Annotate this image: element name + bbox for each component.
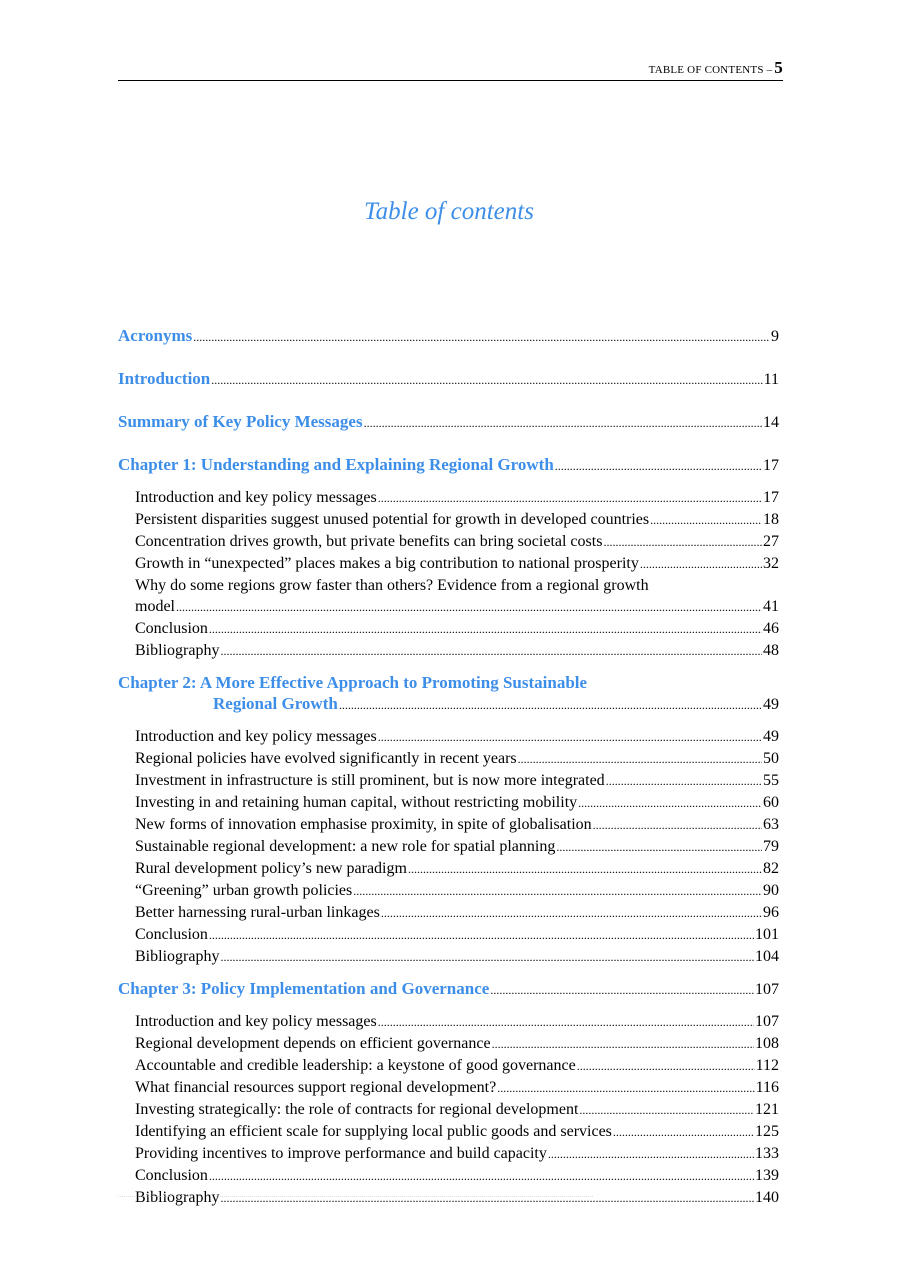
toc-chapter-1[interactable] [118,454,779,477]
toc-section-wrapped[interactable] [118,575,779,618]
leader-dots [603,532,762,553]
toc-chapter-2[interactable] [118,672,779,716]
toc-section-page: 48 [763,642,779,659]
toc-section[interactable] [118,618,779,640]
toc-entry-title: Acronyms [118,326,193,345]
toc-section-title: Conclusion [135,620,208,637]
toc-entry-page: 9 [771,328,779,345]
running-header [118,58,783,81]
toc-entry-summary[interactable] [118,411,779,434]
toc-section-title: Conclusion [135,926,208,943]
toc-section-page: 108 [755,1035,779,1052]
leader-dots [364,413,762,434]
toc-section[interactable] [118,902,779,924]
toc-section-page: 79 [763,838,779,855]
toc-section-title: Investment in infrastructure is still prominent, but is now more integrated [135,772,605,789]
toc-section[interactable] [118,792,779,814]
leader-dots [378,488,762,509]
toc-section-title: Sustainable regional development: a new role for spatial planning [135,838,556,855]
table-of-contents [118,320,779,1209]
toc-section-page: 18 [763,511,779,528]
toc-section[interactable] [118,1143,779,1165]
toc-section-page: 96 [763,904,779,921]
toc-chapter-page: 107 [755,981,779,998]
leader-dots [593,815,762,836]
page-footer-rule [118,1196,593,1200]
toc-section-title: Accountable and credible leadership: a keystone of good governance [135,1057,576,1074]
leader-dots [220,641,762,662]
toc-section-title: Investing in and retaining human capital, without restricting mobility [135,794,578,811]
toc-section-title: Providing incentives to improve performance and build capacity [135,1145,547,1162]
leader-dots [381,903,762,924]
toc-section-page: 139 [755,1167,779,1184]
toc-section-page: 133 [755,1145,779,1162]
chapter-3-sections [118,1011,779,1209]
toc-section[interactable] [118,553,779,575]
toc-section[interactable] [118,1165,779,1187]
leader-dots [193,327,770,348]
toc-section-title: Bibliography [135,948,220,965]
leader-dots [577,1056,755,1077]
leader-dots [613,1122,754,1143]
toc-section-page: 46 [763,620,779,637]
toc-chapter-title: Chapter 1: Understanding and Explaining Regional Growth [118,455,554,474]
leader-dots [209,1166,754,1187]
leader-dots [209,619,762,640]
toc-chapter-page: 17 [763,457,779,474]
toc-section[interactable] [118,531,779,553]
toc-section-title: Regional development depends on efficient governance [135,1035,491,1052]
toc-section-page: 121 [755,1101,779,1118]
toc-section-page: 63 [763,816,779,833]
toc-section-title: New forms of innovation emphasise proximity, in spite of globalisation [135,816,592,833]
toc-section-page: 82 [763,860,779,877]
toc-section-page: 60 [763,794,779,811]
toc-entry-page: 14 [763,414,779,431]
leader-dots [353,881,762,902]
page-title: Table of contents [364,198,534,225]
toc-section-title: Introduction and key policy messages [135,1013,377,1030]
toc-section[interactable] [118,946,779,968]
toc-section-page: 107 [755,1013,779,1030]
toc-section[interactable] [118,640,779,662]
toc-section-title: Identifying an efficient scale for supplying local public goods and services [135,1123,612,1140]
leader-dots [518,749,762,770]
toc-chapter-title: Chapter 3: Policy Implementation and Governance [118,979,490,998]
toc-section-page: 90 [763,882,779,899]
toc-entry-title: Introduction [118,369,211,388]
leader-dots [650,510,762,531]
leader-dots [579,1100,754,1121]
toc-section-page: 50 [763,750,779,767]
leader-dots [209,925,754,946]
toc-section[interactable] [118,1121,779,1143]
toc-section-page: 32 [763,555,779,572]
toc-section[interactable] [118,726,779,748]
leader-dots [220,947,754,968]
toc-section[interactable] [118,1011,779,1033]
toc-section-page: 112 [755,1057,779,1074]
toc-section[interactable] [118,858,779,880]
leader-dots [548,1144,754,1165]
leader-dots [378,1012,754,1033]
toc-section-title: Growth in “unexpected” places makes a big contribution to national prosperity [135,555,639,572]
toc-section-title: Persistent disparities suggest unused potential for growth in developed countries [135,511,650,528]
toc-section[interactable] [118,814,779,836]
toc-section-title: Introduction and key policy messages [135,489,377,506]
toc-section[interactable] [118,1077,779,1099]
toc-chapter-3[interactable] [118,978,779,1001]
toc-section-title: Investing strategically: the role of contracts for regional development [135,1101,579,1118]
toc-section[interactable] [118,770,779,792]
toc-entry-title: Summary of Key Policy Messages [118,412,363,431]
toc-section-title: Concentration drives growth, but private benefits can bring societal costs [135,533,603,550]
toc-section-title: Bibliography [135,1189,220,1206]
toc-section-title: Rural development policy’s new paradigm [135,860,407,877]
toc-section[interactable] [118,509,779,531]
toc-section[interactable] [118,748,779,770]
leader-dots [555,456,762,477]
leader-dots [556,837,762,858]
toc-section-page: 27 [763,533,779,550]
toc-section-page: 55 [763,772,779,789]
toc-section-title: Better harnessing rural-urban linkages [135,904,380,921]
toc-section-title-line-1: Why do some regions grow faster than others? Evidence from a regional growth [135,577,649,594]
toc-section-title: model [135,598,175,615]
toc-section-title: What financial resources support regional development? [135,1079,497,1096]
toc-chapter-title: Regional Growth [213,694,338,713]
toc-section-page: 101 [755,926,779,943]
toc-entry-introduction[interactable] [118,368,779,391]
toc-chapter-title-line-2 [118,693,779,716]
toc-section[interactable] [118,1055,779,1077]
toc-section-title-line-2 [118,596,779,618]
toc-section-page: 116 [755,1079,779,1096]
toc-section[interactable] [118,836,779,858]
toc-section-title: Bibliography [135,642,220,659]
toc-section-title: Introduction and key policy messages [135,728,377,745]
toc-section[interactable] [118,1099,779,1121]
toc-section-page: 49 [763,728,779,745]
leader-dots [211,370,762,391]
toc-section-title: Conclusion [135,1167,208,1184]
leader-dots [497,1078,754,1099]
toc-section-page: 41 [763,598,779,615]
toc-entry-acronyms[interactable] [118,325,779,348]
chapter-2-sections [118,726,779,968]
toc-chapter-title-line-1: Chapter 2: A More Effective Approach to Promoting Sustainable [118,673,588,692]
chapter-1-sections [118,487,779,662]
toc-entry-page: 11 [763,371,779,388]
toc-section[interactable] [118,880,779,902]
toc-section-title: “Greening” urban growth policies [135,882,353,899]
leader-dots [578,793,762,814]
leader-dots [339,695,762,716]
leader-dots [378,727,762,748]
leader-dots [490,980,754,1001]
toc-section-page: 17 [763,489,779,506]
leader-dots [176,597,762,618]
leader-dots [408,859,762,880]
toc-section[interactable] [118,1033,779,1055]
toc-section-page: 104 [755,948,779,965]
leader-dots [492,1034,754,1055]
toc-section[interactable] [118,924,779,946]
toc-section-page: 140 [755,1189,779,1206]
leader-dots [606,771,762,792]
toc-chapter-page: 49 [763,696,779,713]
leader-dots [640,554,762,575]
header-page-number: 5 [774,58,783,77]
header-label: TABLE OF CONTENTS – [648,64,773,76]
toc-section[interactable] [118,487,779,509]
toc-section-page: 125 [755,1123,779,1140]
toc-section-title: Regional policies have evolved significantly in recent years [135,750,517,767]
